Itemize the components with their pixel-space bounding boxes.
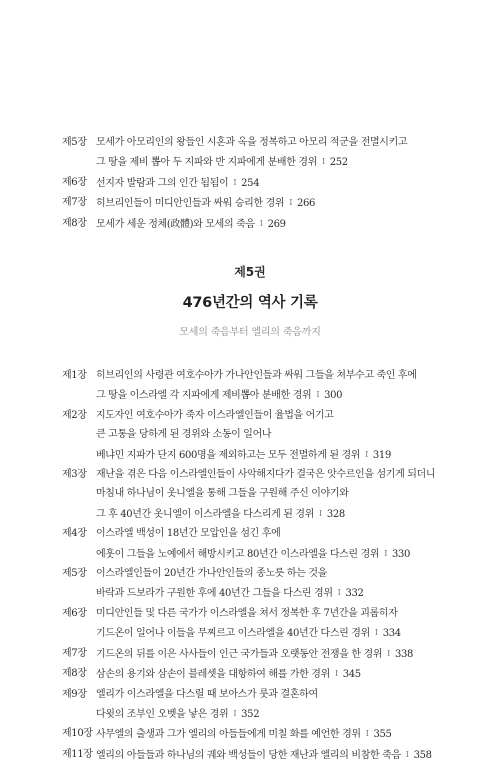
- page-separator: I: [405, 749, 409, 759]
- page-separator: I: [259, 218, 263, 228]
- chapter-title-text: 큰 고통을 당하게 된 경위와 소동이 일어나: [96, 429, 272, 441]
- toc-entry: [62, 193, 480, 213]
- toc-entry: [62, 214, 480, 234]
- chapter-title-line: [96, 152, 407, 172]
- chapter-number: 제7장: [62, 647, 87, 659]
- chapter-number: 제5장: [62, 568, 87, 580]
- page-number: 328: [326, 508, 345, 520]
- chapter-title-line: [96, 685, 318, 704]
- toc-previous-part: [62, 133, 480, 234]
- chapter-title: [96, 724, 392, 744]
- chapter-number: 제1장: [62, 370, 87, 381]
- chapter-title-line: [96, 425, 391, 444]
- chapter-title-text: 사무엘의 출생과 그가 엘리의 아들들에게 미칠 화를 예언한 경위: [96, 729, 361, 741]
- chapter-title-text: 미디안인들 및 다른 국가가 이스라엘을 쳐서 정복한 후 7년간을 괴롭히자: [96, 607, 398, 619]
- chapter-title-line: [96, 465, 435, 484]
- toc-entry: [62, 564, 480, 604]
- chapter-title-line: [96, 484, 435, 503]
- page-number: 338: [394, 648, 413, 660]
- chapter-title: [96, 173, 259, 193]
- chapter-title-text: 엘리의 아들들과 하나님의 궤와 백성들이 당한 재난과 엘리의 비참한 죽음: [96, 749, 401, 761]
- part-subtitle: 모세의 죽음부터 엘리의 죽음까지: [179, 327, 321, 338]
- chapter-title-line: [96, 524, 410, 543]
- chapter-title-text: 다윗의 조부인 오벳을 낳은 경위: [96, 708, 229, 720]
- chapter-number: 제3장: [62, 469, 87, 481]
- chapter-title: [96, 133, 407, 173]
- chapter-number: 제11장: [62, 748, 93, 760]
- toc-entry: [62, 724, 480, 744]
- toc-entry: [62, 685, 480, 725]
- page-separator: I: [365, 449, 368, 459]
- chapter-title-text: 이스라엘인들이 20년간 가나안인들의 종노릇 하는 것을: [96, 568, 327, 580]
- part-title: 476년간의 역사 기록: [182, 295, 318, 311]
- chapter-title-line: [96, 544, 410, 564]
- chapter-number: 제7장: [62, 197, 87, 209]
- chapter-title-text: 히브리인들이 미디안인들과 싸워 승리한 경위: [96, 198, 285, 210]
- chapter-number: 제6장: [62, 607, 87, 619]
- chapter-number: 제8장: [62, 668, 87, 680]
- page-number: 319: [372, 449, 391, 461]
- chapter-title-line: [96, 406, 391, 425]
- chapter-title-text: 에훗이 그들을 노예에서 해방시키고 80년간 이스라엘을 다스린 경위: [96, 548, 380, 560]
- chapter-title-line: [96, 745, 432, 765]
- chapter-title-line: [96, 133, 407, 152]
- chapter-number: 제10장: [62, 728, 93, 740]
- chapter-title-text: 삼손의 용기와 삼손이 블레셋을 대항하여 해를 가한 경위: [96, 669, 330, 681]
- chapter-title-text: 히브리인의 사령관 여호수아가 가나안인들과 싸워 그들을 쳐부수고 죽인 후에: [96, 370, 417, 381]
- toc-part-5: [62, 366, 480, 765]
- page-separator: I: [321, 157, 325, 167]
- chapter-title: [96, 644, 413, 664]
- page-separator: I: [374, 628, 378, 638]
- chapter-title-text: 이스라엘 백성이 18년간 모압인을 섬긴 후에: [96, 528, 281, 540]
- page-number: 254: [241, 177, 260, 189]
- chapter-title: [96, 604, 401, 644]
- page-number: 352: [241, 708, 260, 720]
- chapter-title-text: 바락과 드보라가 구원한 후에 40년간 그들을 다스린 경위: [96, 588, 333, 600]
- page-separator: I: [233, 177, 237, 187]
- page-number: 269: [267, 218, 286, 230]
- chapter-title: [96, 685, 318, 725]
- chapter-title-line: [96, 214, 286, 234]
- chapter-title-text: 선지자 발람과 그의 인간 됨됨이: [96, 177, 229, 189]
- chapter-title-line: [96, 173, 259, 193]
- toc-entry: [62, 173, 480, 193]
- chapter-title-text: 모세가 세운 정체(政體)와 모세의 죽음: [96, 218, 255, 230]
- page-separator: I: [334, 669, 338, 679]
- chapter-title-line: [96, 644, 413, 664]
- chapter-number: 제2장: [62, 409, 87, 421]
- page-separator: I: [387, 648, 390, 658]
- page-number: 252: [329, 157, 348, 169]
- page-number: 334: [382, 628, 401, 640]
- page-separator: I: [319, 508, 322, 518]
- page-separator: I: [365, 729, 369, 739]
- toc-entry: [62, 465, 480, 524]
- chapter-title-text: 기드온이 일어나 이들을 무찌르고 이스라엘을 40년간 다스린 경위: [96, 628, 370, 640]
- chapter-title-line: [96, 445, 391, 465]
- page-separator: I: [233, 708, 237, 718]
- chapter-title-text: 그 땅을 이스라엘 각 지파에게 제비뽑아 분배한 경위: [96, 390, 312, 402]
- page-separator: I: [316, 390, 320, 400]
- chapter-title-text: 모세가 아모리인의 왕들인 시혼과 옥을 정복하고 아모리 적군을 전멸시키고: [96, 137, 408, 148]
- chapter-title-text: 베냐민 지파가 단지 600명을 제외하고는 모두 전멸하게 된 경위: [96, 449, 361, 461]
- chapter-title: [96, 745, 432, 765]
- chapter-title-text: 재난을 겪은 다음 이스라엘인들이 사악해지다가 결국은 앗수르인을 섬기게 되더니: [96, 469, 436, 481]
- toc-entry: [62, 664, 480, 684]
- chapter-title-line: [96, 623, 401, 643]
- page-number: 345: [342, 669, 361, 681]
- chapter-title: [96, 193, 315, 213]
- chapter-title: [96, 664, 361, 684]
- chapter-title-text: 엘리가 이스라엘을 다스릴 때 보아스가 룻과 결혼하여: [96, 688, 318, 700]
- chapter-title-line: [96, 604, 401, 623]
- chapter-title-line: [96, 504, 435, 524]
- chapter-number: 제6장: [62, 176, 87, 188]
- page-number: 266: [297, 198, 316, 210]
- chapter-title-text: 기드온의 뒤를 이은 사사들이 인근 국가들과 오랫동안 전쟁을 한 경위: [96, 648, 383, 660]
- chapter-title: [96, 524, 410, 564]
- page-separator: I: [384, 548, 388, 558]
- chapter-title-line: [96, 193, 315, 213]
- page-number: 332: [345, 588, 364, 600]
- page-separator: I: [337, 588, 341, 598]
- chapter-title-text: 그 후 40년간 옷니엘이 이스라엘을 다스리게 된 경위: [96, 508, 315, 520]
- chapter-number: 제8장: [62, 217, 87, 229]
- page-separator: I: [289, 198, 293, 208]
- toc-entry: [62, 524, 480, 564]
- chapter-title-text: 지도자인 여호수아가 죽자 이스라엘인들이 율법을 어기고: [96, 409, 334, 421]
- chapter-title-line: [96, 664, 361, 684]
- toc-entry: [62, 366, 480, 406]
- chapter-title: [96, 406, 391, 465]
- toc-entry: [62, 644, 480, 664]
- chapter-title-line: [96, 385, 417, 405]
- chapter-title: [96, 564, 364, 604]
- chapter-title-text: 마침내 하나님이 옷니엘을 통해 그들을 구원해 주신 이야기와: [96, 488, 349, 500]
- chapter-title-line: [96, 724, 392, 744]
- chapter-title-text: 그 땅을 제비 뽑아 두 지파와 반 지파에게 분배한 경위: [96, 157, 317, 169]
- chapter-title-line: [96, 704, 318, 724]
- toc-entry: [62, 745, 480, 765]
- toc-entry: [62, 406, 480, 465]
- page-number: 358: [413, 749, 432, 761]
- chapter-title-line: [96, 583, 364, 603]
- chapter-number: 제9장: [62, 688, 87, 700]
- chapter-number: 제4장: [62, 528, 87, 540]
- chapter-title: [96, 214, 286, 234]
- page-number: 355: [373, 729, 392, 741]
- chapter-title-line: [96, 564, 364, 583]
- chapter-title: [96, 465, 435, 524]
- part-label: 제5권: [234, 265, 266, 279]
- toc-entry: [62, 133, 480, 173]
- page-number: 330: [392, 548, 411, 560]
- page-number: 300: [324, 390, 343, 402]
- chapter-number: 제5장: [62, 137, 87, 148]
- toc-entry: [62, 604, 480, 644]
- chapter-title: [96, 366, 417, 406]
- chapter-title-line: [96, 366, 417, 385]
